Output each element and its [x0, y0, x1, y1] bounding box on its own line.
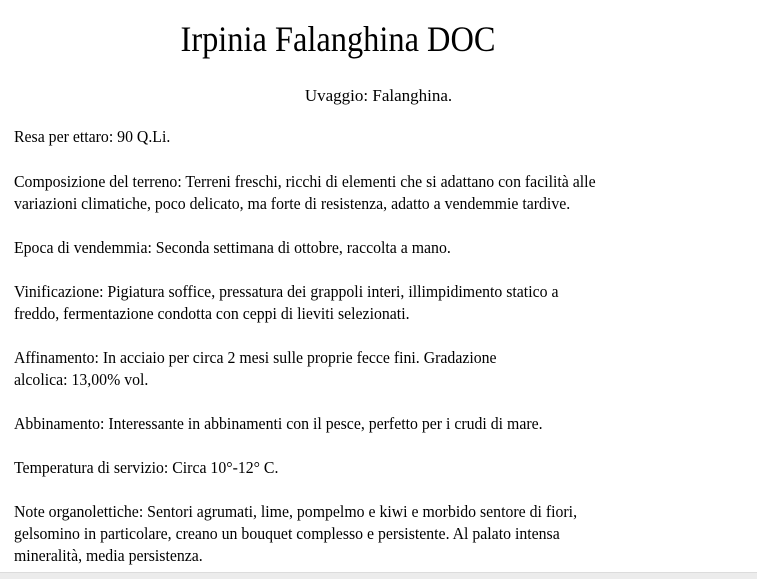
text-line: Resa per ettaro: 90 Q.Li. [14, 127, 171, 146]
text-line: Vinificazione: Pigiatura soffice, pressatura dei grappoli interi, illimpidimento statico a [14, 282, 559, 301]
aging-paragraph [14, 347, 698, 391]
text-line: mineralità, media persistenza. [14, 546, 203, 565]
text-line: freddo, fermentazione condotta con ceppi di lieviti selezionati. [14, 304, 410, 323]
page-title: Irpinia Falanghina DOC [180, 19, 496, 59]
text-line: Composizione del terreno: Terreni freschi, ricchi di elementi che si adattano con facilità alle [14, 172, 596, 191]
text-line: Temperatura di servizio: Circa 10°-12° C. [14, 458, 279, 477]
vinification-paragraph [14, 281, 698, 325]
harvest-paragraph [14, 237, 698, 259]
page-bottom-edge [0, 572, 757, 579]
text-line: Epoca di vendemmia: Seconda settimana di ottobre, raccolta a mano. [14, 238, 451, 257]
text-line: Affinamento: In acciaio per circa 2 mesi sulle proprie fecce fini. Gradazione [14, 348, 497, 367]
grape-variety: Uvaggio: Falanghina. [304, 86, 453, 105]
text-line: alcolica: 13,00% vol. [14, 370, 149, 389]
text-line: variazioni climatiche, poco delicato, ma forte di resistenza, adatto a vendemmie tardive. [14, 194, 571, 213]
tasting-notes-paragraph [14, 501, 698, 567]
soil-paragraph [14, 171, 698, 215]
serving-temperature-paragraph [14, 457, 698, 479]
text-line: gelsomino in particolare, creano un bouquet complesso e persistente. Al palato intensa [14, 524, 560, 543]
text-line: Abbinamento: Interessante in abbinamenti con il pesce, perfetto per i crudi di mare. [14, 414, 543, 433]
yield-paragraph [14, 126, 698, 148]
pairing-paragraph [14, 413, 698, 435]
text-line: Note organolettiche: Sentori agrumati, lime, pompelmo e kiwi e morbido sentore di fiori, [14, 502, 578, 521]
